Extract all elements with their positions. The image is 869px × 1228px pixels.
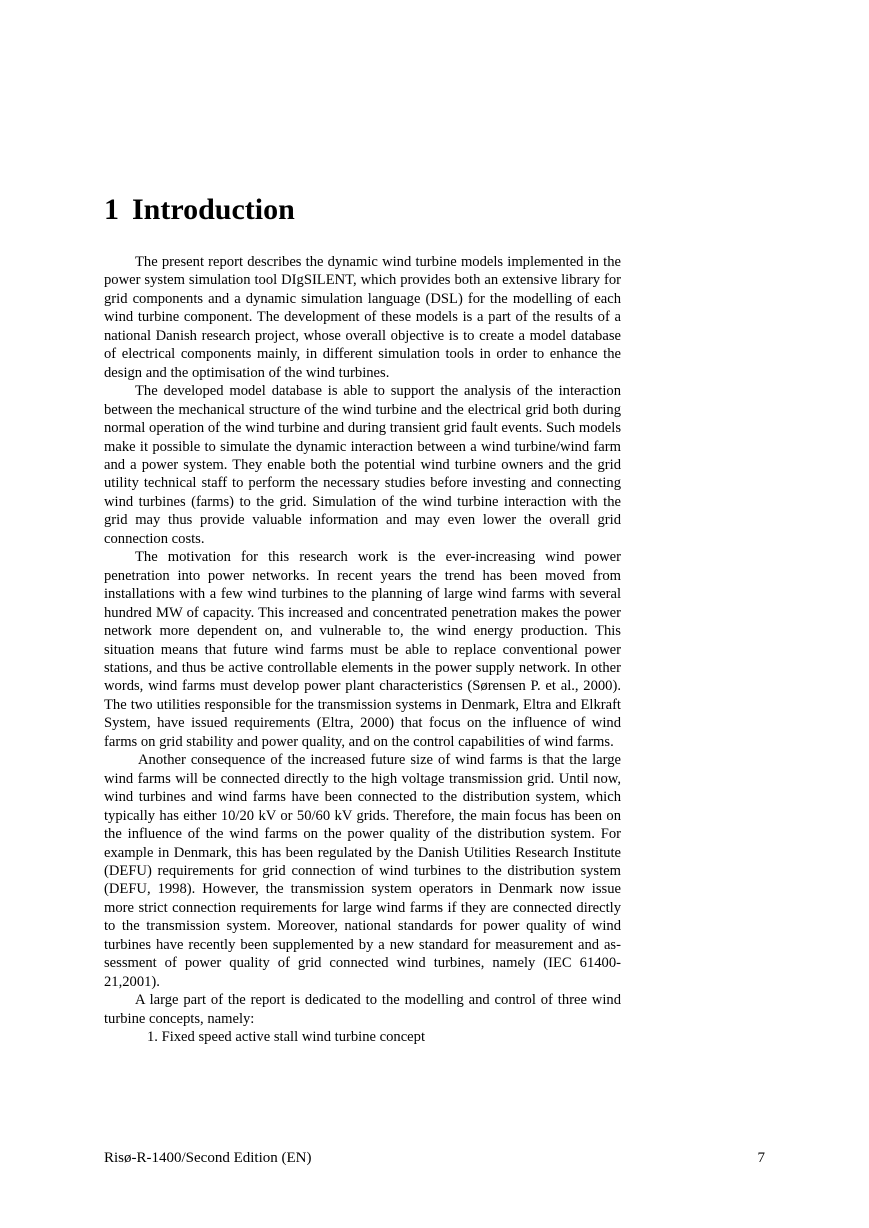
footer-report-id: Risø-R-1400/Second Edition (EN) bbox=[104, 1150, 312, 1166]
list-item: 1. Fixed speed active stall wind turbine concept bbox=[147, 1029, 426, 1046]
paragraph: The present report describes the dynamic wind turbine models implemented in the power system simulation tool DIgSILENT, which provides both an extensive library for grid components and a dynamic simulation language (DSL) for the modelling of each wind turbine component. The development of these models is a part of the results of a national Danish research project, whose overall objective is to create a model database of electrical components mainly, in different simulation tools in order to enhance the design and the optimisation of the wind turbines. bbox=[104, 254, 621, 381]
section-heading bbox=[104, 191, 295, 229]
paragraph: The developed model database is able to support the analysis of the interaction between the mechanical structure of the wind turbine and the electrical grid both during normal operation of the wind turbine and during transient grid fault events. Such models make it possible to simulate the dynamic interaction between a wind turbine/wind farm and a power system. They enable both the potential wind turbine owners and the grid utility technical staff to perform the necessary studies before investing and connecting wind turbines (farms) to the grid. Simulation of the wind turbine interaction with the grid may thus provide valuable information and may even lower the overall grid connection costs. bbox=[104, 383, 621, 547]
footer-page-number: 7 bbox=[757, 1150, 765, 1166]
section-title: Introduction bbox=[132, 193, 295, 226]
body-text bbox=[104, 253, 621, 1046]
section-number: 1 bbox=[104, 193, 119, 226]
concept-list bbox=[104, 1028, 621, 1046]
paragraph: A large part of the report is dedicated to the modelling and control of three wind turbine concepts, namely: bbox=[104, 992, 621, 1027]
paragraph: The motivation for this research work is the ever-increasing wind power penetration into power networks. In recent years the trend has been moved from installations with a few wind turbines to the planning of large wind farms with several hundred MW of capacity. This increased and concentrated penetration makes the power network more dependent on, and vulnerable to, the wind energy production. This situation means that future wind farms must be able to replace conventional power stations, and thus be active controllable elements in the power supply network. In other words, wind farms must develop power plant characteristics (Sørensen P. et al., 2000). The two utilities responsible for the transmission systems in Denmark, Eltra and Elkraft System, have issued requirements (Eltra, 2000) that focus on the influence of wind farms on grid stability and power quality, and on the control capabilities of wind farms. bbox=[104, 549, 621, 750]
paragraph: Another consequence of the increased future size of wind farms is that the large wind farms will be connected directly to the high voltage transmission grid. Until now, wind turbines and wind farms have been connected to the distribution system, which typically has either 10/20 kV or 50/60 kV grids. Therefore, the main focus has been on the influence of the wind farms on the power quality of the distribution system. For example in Denmark, this has been regulated by the Danish Utilities Research Institute (DEFU) requirements for grid connection of wind turbines to the distribution system (DEFU, 1998). However, the transmission system operators in Denmark now issue more strict connection requirements for large wind farms if they are connected directly to the transmission system. Moreover, national standards for power quality of wind turbines have recently been supplemented by a new standard for measurement and assessment of power quality of grid connected wind turbines, namely (IEC 61400-21,2001). bbox=[104, 752, 621, 990]
